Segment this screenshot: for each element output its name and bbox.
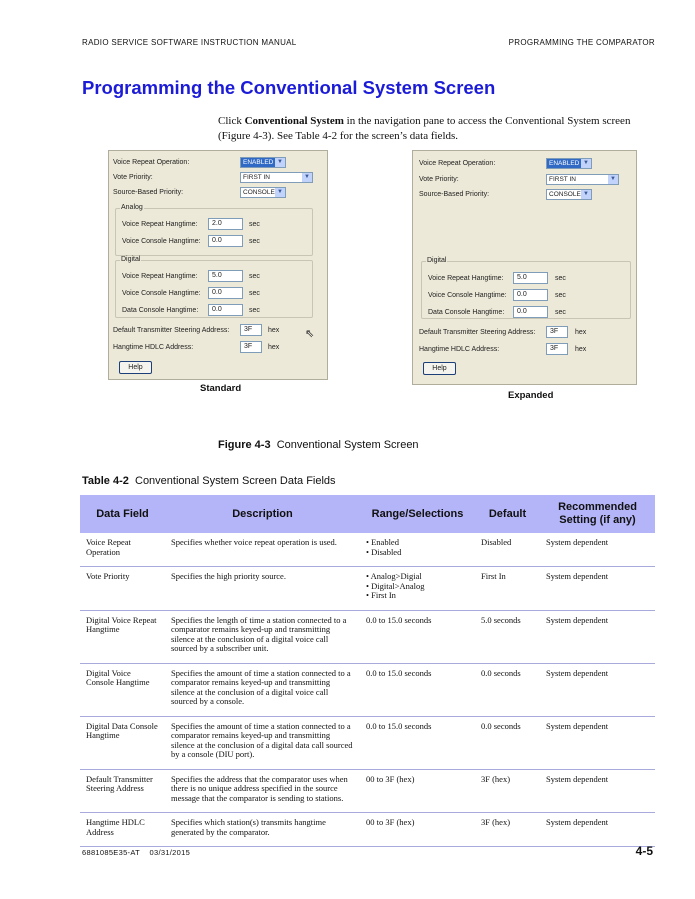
cell-desc: Specifies whether voice repeat operation is used. [165,533,360,567]
column-header: Description [165,495,360,533]
digital-data-console-input[interactable]: 0.0 [208,304,243,316]
cell-range: 00 to 3F (hex) [360,769,475,813]
analog-group: Analog [115,208,313,256]
label: Voice Repeat Hangtime: [122,273,198,280]
table-row [80,567,655,611]
intro-paragraph: Click Conventional System in the navigation pane to access the Conventional System screen (Figure 4-3). See Table 4-2 for the screen’s data fields. [218,115,631,142]
label: Voice Repeat Hangtime: [428,275,504,282]
label: Voice Repeat Hangtime: [122,221,198,228]
footer-doc-info: 6881085E35-AT 03/31/2015 [82,848,191,857]
label: Hangtime HDLC Address: [113,344,194,351]
table-row [80,769,655,813]
column-header: Range/Selections [360,495,475,533]
page-number: 4-5 [635,844,653,858]
label: Data Console Hangtime: [428,309,505,316]
label: Voice Console Hangtime: [122,290,201,297]
unit: hex [268,344,280,351]
cell-field: Voice Repeat Operation [80,533,165,567]
table-header-row [80,495,655,533]
chevron-down-icon: ▼ [581,190,591,199]
cell-rec: System dependent [540,567,655,611]
voice-repeat-dropdown[interactable]: ENABLED ▼ [546,158,592,169]
voice-repeat-dropdown[interactable]: ENABLED ▼ [240,157,286,168]
column-header: Default [475,495,540,533]
expanded-caption: Expanded [508,390,554,401]
label: Data Console Hangtime: [122,307,199,314]
unit: hex [268,327,280,334]
source-priority-dropdown[interactable]: CONSOLE ▼ [546,189,592,200]
cell-rec: System dependent [540,769,655,813]
range-option: • Analog>Digial [366,572,469,582]
label: Voice Repeat Operation: [113,159,190,166]
range-option: • Enabled [366,538,469,548]
label: Voice Console Hangtime: [428,292,507,299]
unit: sec [249,221,260,228]
unit: sec [249,307,260,314]
vote-priority-dropdown[interactable]: FIRST IN ▼ [546,174,619,185]
label: Hangtime HDLC Address: [419,346,500,353]
cell-default: Disabled [475,533,540,567]
cell-field: Default Transmitter Steering Address [80,769,165,813]
steering-address-input[interactable]: 3F [240,324,262,336]
cell-rec: System dependent [540,533,655,567]
cell-default: 5.0 seconds [475,610,540,663]
page-title: Programming the Conventional System Screen [82,77,496,98]
label: Default Transmitter Steering Address: [113,327,230,334]
running-header-right: PROGRAMMING THE COMPARATOR [508,38,655,47]
table-row [80,716,655,769]
expanded-screenshot [412,150,637,385]
digital-voice-repeat-input[interactable]: 5.0 [208,270,243,282]
unit: sec [555,309,566,316]
standard-caption: Standard [200,383,242,394]
digital-group: Digital [421,261,631,319]
analog-voice-repeat-input[interactable]: 2.0 [208,218,243,230]
unit: sec [249,273,260,280]
table-row [80,813,655,847]
cell-range [360,567,475,611]
digital-voice-console-input[interactable]: 0.0 [513,289,548,301]
chevron-down-icon: ▼ [275,158,285,167]
unit: sec [249,290,260,297]
analog-voice-console-input[interactable]: 0.0 [208,235,243,247]
digital-voice-console-input[interactable]: 0.0 [208,287,243,299]
steering-address-input[interactable]: 3F [546,326,568,338]
vote-priority-dropdown[interactable]: FIRST IN ▼ [240,172,313,183]
cell-desc: Specifies the amount of time a station connected to a comparator remains keyed-up and transmitting silence at the conclusion of a digital voice call sourced by a console. [165,663,360,716]
cell-default: 0.0 seconds [475,663,540,716]
cell-field: Digital Voice Repeat Hangtime [80,610,165,663]
cell-default: 0.0 seconds [475,716,540,769]
cell-default: 3F (hex) [475,769,540,813]
cell-field: Hangtime HDLC Address [80,813,165,847]
help-button[interactable]: Help [423,362,456,375]
label: Default Transmitter Steering Address: [419,329,536,336]
range-option: • Disabled [366,548,469,558]
cell-desc: Specifies the address that the comparator uses when there is no unique address specified in the source message that the comparator is sending to stations. [165,769,360,813]
cell-default: First In [475,567,540,611]
label: Source-Based Priority: [113,189,184,196]
unit: sec [555,292,566,299]
cell-desc: Specifies the length of time a station connected to a comparator remains keyed-up and transmitting silence at the conclusion of a digital voice call sourced by a subscriber unit. [165,610,360,663]
cell-rec: System dependent [540,813,655,847]
source-priority-dropdown[interactable]: CONSOLE ▼ [240,187,286,198]
running-header-left: RADIO SERVICE SOFTWARE INSTRUCTION MANUAL [82,38,297,47]
column-header: Recommended Setting (if any) [540,495,655,533]
data-fields-table [80,495,655,847]
unit: hex [575,346,587,353]
unit: sec [249,238,260,245]
cell-desc: Specifies which station(s) transmits hangtime generated by the comparator. [165,813,360,847]
help-button[interactable]: Help [119,361,152,374]
cell-desc: Specifies the amount of time a station connected to a comparator remains keyed-up and transmitting silence at the conclusion of a digital data call sourced by a console (DIU port). [165,716,360,769]
cell-desc: Specifies the high priority source. [165,567,360,611]
cell-rec: System dependent [540,663,655,716]
chevron-down-icon: ▼ [608,175,618,184]
standard-screenshot [108,150,328,380]
digital-voice-repeat-input[interactable]: 5.0 [513,272,548,284]
cell-range [360,533,475,567]
table-caption: Table 4-2 Conventional System Screen Data Fields [82,475,336,487]
mouse-cursor-icon: ⇖ [305,328,315,340]
digital-group: Digital [115,260,313,318]
table-row [80,663,655,716]
cell-field: Digital Voice Console Hangtime [80,663,165,716]
chevron-down-icon: ▼ [581,159,591,168]
cell-rec: System dependent [540,716,655,769]
hdlc-address-input[interactable]: 3F [546,343,568,355]
cell-range: 00 to 3F (hex) [360,813,475,847]
label: Voice Console Hangtime: [122,238,201,245]
cell-range: 0.0 to 15.0 seconds [360,663,475,716]
cell-field: Digital Data Console Hangtime [80,716,165,769]
range-option: • Digital>Analog [366,582,469,592]
cell-rec: System dependent [540,610,655,663]
range-option: • First In [366,591,469,601]
column-header: Data Field [80,495,165,533]
chevron-down-icon: ▼ [302,173,312,182]
label: Vote Priority: [419,176,459,183]
chevron-down-icon: ▼ [275,188,285,197]
cell-range: 0.0 to 15.0 seconds [360,716,475,769]
table-row [80,533,655,567]
cell-default: 3F (hex) [475,813,540,847]
label: Voice Repeat Operation: [419,160,496,167]
table-row [80,610,655,663]
digital-data-console-input[interactable]: 0.0 [513,306,548,318]
unit: sec [555,275,566,282]
label: Vote Priority: [113,174,153,181]
cell-range: 0.0 to 15.0 seconds [360,610,475,663]
cell-field: Vote Priority [80,567,165,611]
label: Source-Based Priority: [419,191,490,198]
figure-caption: Figure 4-3 Conventional System Screen [218,439,419,451]
hdlc-address-input[interactable]: 3F [240,341,262,353]
unit: hex [575,329,587,336]
